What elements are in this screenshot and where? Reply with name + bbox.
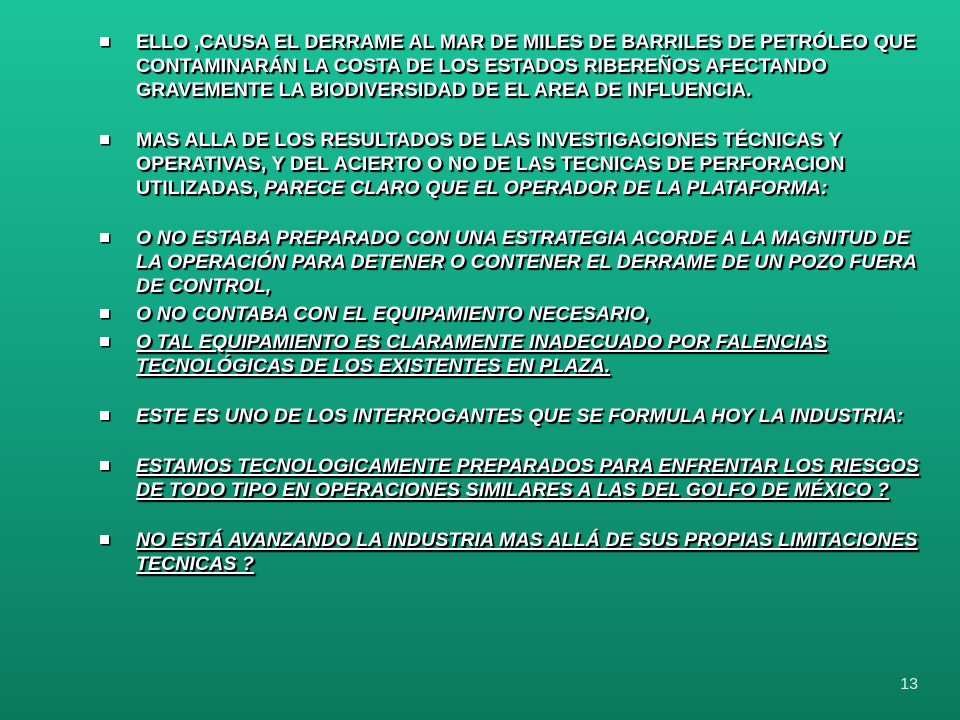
bullet-text: ELLO ,CAUSA EL DERRAME AL MAR DE MILES DE BARRILES DE PETRÓLEO QUE CONTAMINARÁN LA COSTA DE LOS ESTADOS RIBEREÑOS AFECTANDO GRAVEMENTE LA BIODIVERSIDAD DE EL AREA DE INFLUENCIA. — [136, 31, 917, 101]
bullet-text-italic: ESTE ES UNO DE LOS INTERROGANTES QUE SE FORMULA HOY LA INDUSTRIA: — [136, 405, 904, 427]
bullet-item — [100, 128, 930, 200]
square-bullet-icon — [100, 233, 109, 242]
bullet-item — [100, 330, 930, 378]
square-bullet-icon — [100, 535, 109, 544]
bullet-item — [100, 30, 930, 102]
square-bullet-icon — [100, 337, 109, 346]
bullet-text-italic-underlined: NO ESTÁ AVANZANDO LA INDUSTRIA MAS ALLÁ DE SUS PROPIAS LIMITACIONES TECNICAS ? — [136, 529, 918, 575]
square-bullet-icon — [100, 37, 109, 46]
square-bullet-icon — [100, 411, 109, 420]
bullet-list — [100, 30, 930, 576]
bullet-text-italic-underlined: O TAL EQUIPAMIENTO ES CLARAMENTE INADECUADO POR FALENCIAS TECNOLÓGICAS DE LOS EXISTENTES EN PLAZA. — [136, 331, 828, 377]
bullet-text-italic: PARECE CLARO QUE EL OPERADOR DE LA PLATAFORMA: — [263, 177, 828, 199]
bullet-text-italic: O NO CONTABA CON EL EQUIPAMIENTO NECESARIO, — [136, 303, 651, 325]
square-bullet-icon — [100, 309, 109, 318]
bullet-item — [100, 454, 930, 502]
bullet-item — [100, 226, 930, 298]
square-bullet-icon — [100, 461, 109, 470]
bullet-item — [100, 528, 930, 576]
square-bullet-icon — [100, 135, 109, 144]
bullet-text: MAS ALLA DE LOS RESULTADOS DE LAS INVESTIGACIONES TÉCNICAS Y OPERATIVAS, Y DEL ACIERTO O NO DE LAS TECNICAS DE PERFORACION UTILIZADAS, — [136, 129, 845, 199]
bullet-item — [100, 404, 930, 428]
bullet-item — [100, 302, 930, 326]
bullet-text-italic-underlined: ESTAMOS TECNOLOGICAMENTE PREPARADOS PARA ENFRENTAR LOS RIESGOS DE TODO TIPO EN OPERACIONES SIMILARES A LAS DEL GOLFO DE MÉXICO ? — [136, 455, 919, 501]
bullet-text-italic: O NO ESTABA PREPARADO CON UNA ESTRATEGIA ACORDE A LA MAGNITUD DE LA OPERACIÓN PARA DETENER O CONTENER EL DERRAME DE UN POZO FUERA DE CONTROL, — [136, 227, 917, 297]
slide-number: 13 — [900, 676, 918, 693]
